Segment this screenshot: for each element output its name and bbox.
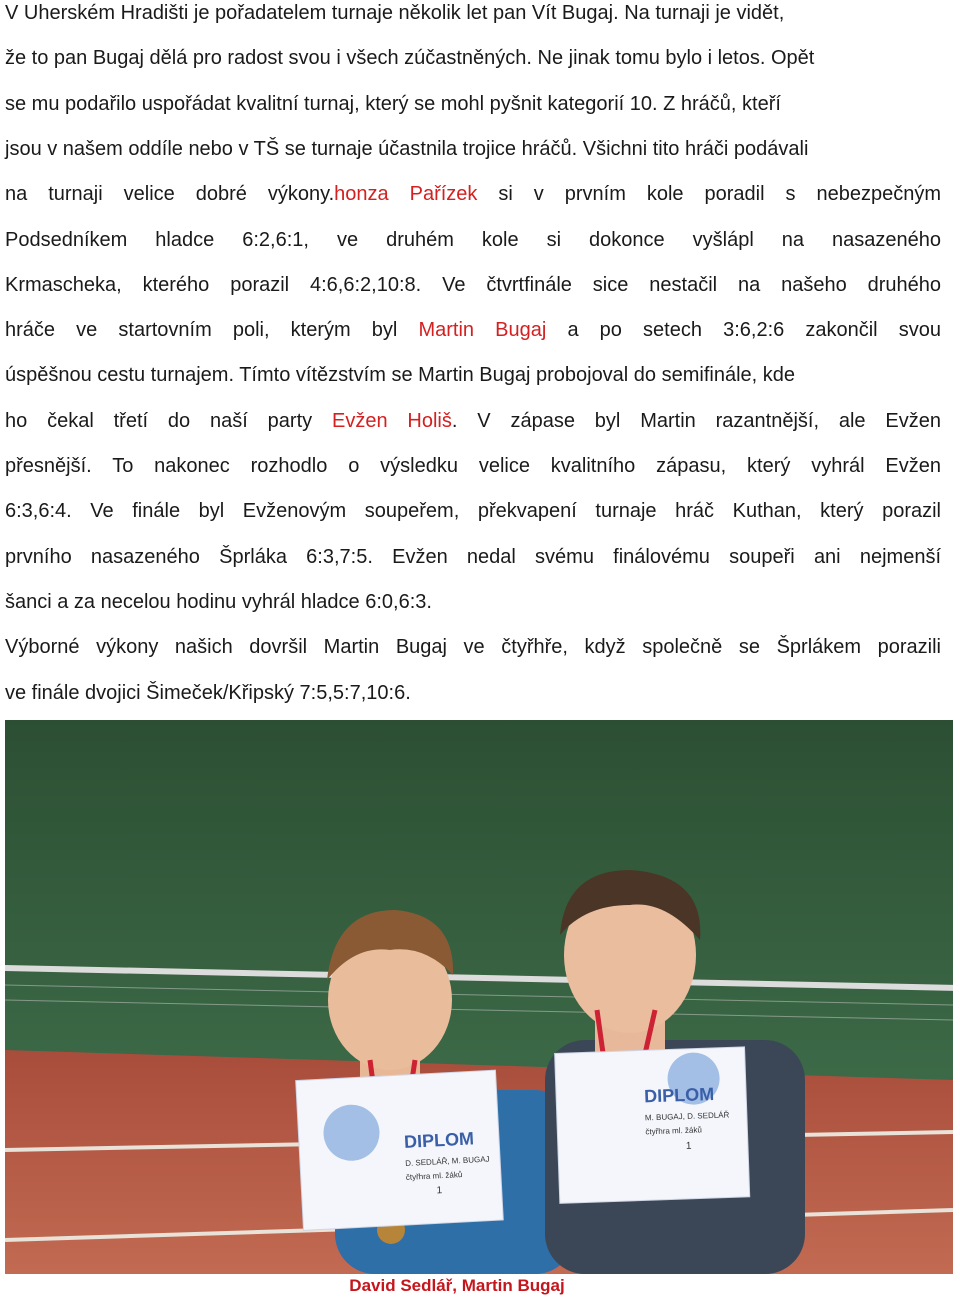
article-line [5,136,941,162]
article-line [5,0,941,26]
diploma-right [555,1047,750,1204]
text-run: hráče ve startovním poli, kterým byl [5,319,419,342]
text-run: ve finále dvojici Šimeček/Křipský 7:5,5:7,10:6. [5,681,411,704]
diploma-left-event: čtyřhra ml. žáků [405,1170,463,1182]
article-line [5,91,941,117]
highlighted-name: Evžen Holiš [331,409,452,432]
text-run: na turnaji velice dobré výkony. [5,183,335,206]
article-line [5,45,941,71]
diploma-left-place: 1 [436,1185,443,1197]
diploma-right-event: čtyřhra ml. žáků [645,1125,702,1137]
text-run: V Uherském Hradišti je pořadatelem turnaje několik let pan Vít Bugaj. Na turnaji je vidět, [5,2,785,24]
text-run: Podsedníkem hladce 6:2,6:1, ve druhém kole si dokonce vyšlápl na nasazeného [5,228,941,251]
diploma-right-place: 1 [685,1140,692,1152]
article-line [5,680,941,706]
highlighted-name: Martin Bugaj [418,319,547,342]
text-run: jsou v našem oddíle nebo v TŠ se turnaje účastnila trojice hráčů. Všichni tito hráči podávali [5,137,809,160]
text-run: prvního nasazeného Šprláka 6:3,7:5. Evžen nedal svému finálovému soupeři ani nejmenší [5,545,941,568]
diploma-right-names: M. BUGAJ, D. SEDLÁŘ [644,1110,730,1123]
text-run: že to pan Bugaj dělá pro radost svou i všech zúčastněných. Ne jinak tomu bylo i letos. Opět [5,47,815,70]
diploma-right-title: DIPLOM [643,1083,715,1107]
article-line [5,317,941,343]
text-run: šanci a za necelou hodinu vyhrál hladce 6:0,6:3. [5,590,432,613]
text-run: Výborné výkony našich dovršil Martin Bugaj ve čtyřhře, když společně se Šprlákem porazili [5,636,941,659]
article-line [5,453,941,479]
photo-caption: David Sedlář, Martin Bugaj [349,1276,565,1295]
article-line [5,544,941,570]
diploma-left [296,1070,504,1230]
text-run: a po setech 3:6,2:6 zakončil svou [546,319,941,342]
article-line [5,634,941,660]
article-line [5,272,941,298]
diploma-left-names: D. SEDLÁŘ, M. BUGAJ [404,1154,490,1168]
text-run: Krmascheka, kterého porazil 4:6,6:2,10:8. Ve čtvrtfinále sice nestačil na našeho druhého [5,273,941,296]
article-line [5,362,941,388]
text-run: 6:3,6:4. Ve finále byl Evženovým soupeřem, překvapení turnaje hráč Kuthan, který porazil [5,500,941,523]
text-run: ho čekal třetí do naší party [5,409,332,432]
article-line [5,408,941,434]
tournament-photo [5,720,953,1274]
text-run: úspěšnou cestu turnajem. Tímto vítězstvím se Martin Bugaj probojoval do semifinále, kde [5,364,796,387]
highlighted-name: honza Pařízek [334,183,478,206]
article-line [5,589,941,615]
text-run: se mu podařilo uspořádat kvalitní turnaj, který se mohl pyšnit kategorií 10. Z hráčů, kteří [5,92,781,115]
article-line [5,498,941,524]
article-line [5,181,941,207]
text-run: přesnější. To nakonec rozhodlo o výsledku velice kvalitního zápasu, který vyhrál Evžen [5,455,941,477]
diploma-left-title: DIPLOM [403,1128,475,1153]
article-line [5,227,941,253]
text-run: . V zápase byl Martin razantnější, ale Evžen [451,409,941,432]
text-run: si v prvním kole poradil s nebezpečným [477,183,941,206]
